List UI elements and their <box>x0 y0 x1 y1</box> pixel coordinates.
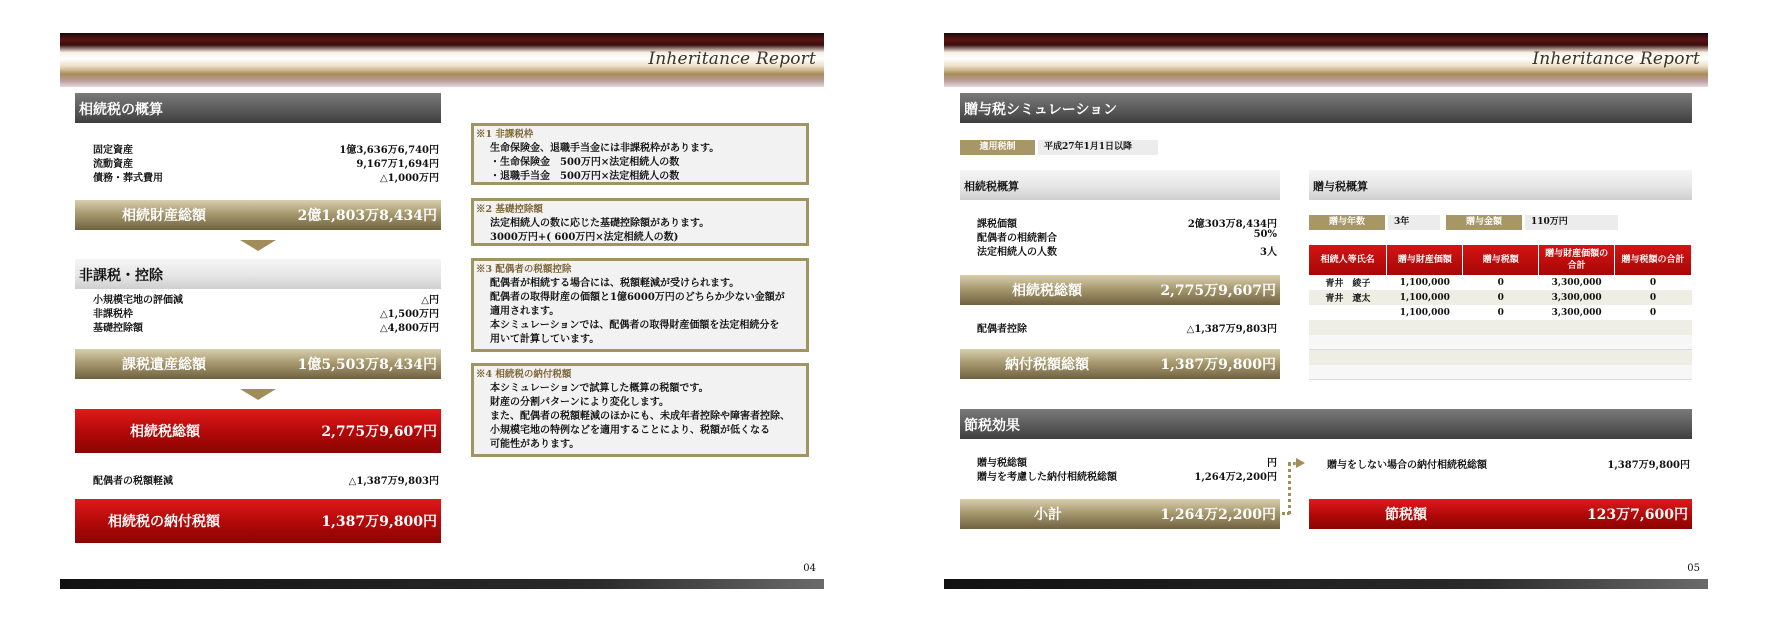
overview-header: 相続税の概算 <box>75 93 441 123</box>
note-box: ※1 非課税枠 生命保険金、退職手当金には非課税枠があります。 ・生命保険金 500万円×法定相続人の数 ・退職手当金 500万円×法定相続人の数 <box>471 123 809 185</box>
summary-row: 課税価額 2億303万8,434円 <box>977 219 1277 230</box>
footer-band <box>944 579 1708 589</box>
page-number: 04 <box>803 563 816 574</box>
overview-row: 固定資産 1億3,636万6,740円 <box>93 145 439 156</box>
exempt-row: 非課税枠 △1,500万円 <box>93 309 439 320</box>
exempt-header: 非課税・控除 <box>75 259 441 289</box>
no-gift-row: 贈与をしない場合の納付相続税総額 1,387万9,800円 <box>1327 460 1690 471</box>
savings-header: 節税効果 <box>960 409 1692 439</box>
table-row <box>1309 365 1692 380</box>
table-row: 青井 綾子 1,100,000 0 3,300,000 0 <box>1325 277 1657 289</box>
gift-col-header: 贈与税額 <box>1463 245 1539 275</box>
note-box: ※3 配偶者の税額控除 配偶者が相続する場合には、税額軽減が受けられます。 配偶者の取得財産の価額と1億6000万円のどちらか少ない金額が 適用されます。 本シミュレーションでは、配偶者の取得財産価額を法定相続分を 用いて計算しています。 <box>471 258 809 352</box>
gift-col-header: 贈与財産価額 <box>1387 245 1463 275</box>
tax-system-label: 適用税制 <box>960 140 1035 155</box>
taxable-total-bar: 課税遺産総額 1億5,503万8,434円 <box>75 349 441 379</box>
gift-amount-label: 贈与金額 <box>1446 215 1522 230</box>
table-row <box>1309 350 1692 365</box>
table-row <box>1309 320 1692 335</box>
savings-row: 贈与を考慮した納付相続税総額 1,264万2,200円 <box>977 472 1277 483</box>
report-title: Inheritance Report <box>648 49 816 69</box>
subtotal-bar: 小計 1,264万2,200円 <box>960 499 1280 529</box>
table-row: 1,100,000 0 3,300,000 0 <box>1399 307 1657 318</box>
down-arrow-icon <box>240 240 276 251</box>
gift-summary-header: 贈与税概算 <box>1309 170 1692 200</box>
gift-sim-header: 贈与税シミュレーション <box>960 93 1692 123</box>
gift-col-header: 相続人等氏名 <box>1309 245 1387 275</box>
payable-bar: 相続税の納付税額 1,387万9,800円 <box>75 499 441 543</box>
gift-years-label: 贈与年数 <box>1309 215 1385 230</box>
connector-line <box>1288 462 1296 465</box>
gift-table <box>1309 245 1692 320</box>
overview-row: 債務・葬式費用 △1,000万円 <box>93 173 439 184</box>
tax-total-bar: 相続税総額 2,775万9,607円 <box>75 409 441 453</box>
footer-band <box>60 579 824 589</box>
gift-col-header: 贈与財産価額の合計 <box>1539 245 1615 275</box>
spouse-deduction-row: 配偶者控除 △1,387万9,803円 <box>977 324 1277 335</box>
header-band <box>60 33 824 87</box>
saving-bar: 節税額 123万7,600円 <box>1309 499 1692 529</box>
table-row <box>1309 335 1692 350</box>
page-number: 05 <box>1687 563 1700 574</box>
arrow-right-icon <box>1296 458 1305 468</box>
tax-total-bar: 相続税総額 2,775万9,607円 <box>960 275 1280 305</box>
gift-col-header: 贈与税額の合計 <box>1615 245 1692 275</box>
page-right <box>944 33 1708 593</box>
spouse-reduction-row: 配偶者の税額軽減 △1,387万9,803円 <box>93 476 439 487</box>
payable-total-bar: 納付税額総額 1,387万9,800円 <box>960 349 1280 379</box>
exempt-row: 小規模宅地の評価減 △円 <box>93 295 439 306</box>
page-left <box>60 33 824 593</box>
table-row: 青井 遼太 1,100,000 0 3,300,000 0 <box>1309 290 1692 305</box>
report-title: Inheritance Report <box>1532 49 1700 69</box>
note-box: ※2 基礎控除額 法定相続人の数に応じた基礎控除額があります。 3000万円+( 600万円×法定相続人の数) <box>471 198 809 246</box>
inheritance-summary-header: 相続税概算 <box>960 170 1280 200</box>
overview-row: 流動資産 9,167万1,694円 <box>93 159 439 170</box>
gift-years-value: 3年 <box>1388 215 1440 230</box>
summary-row: 法定相続人の人数 3人 <box>977 247 1277 258</box>
down-arrow-icon <box>240 389 276 400</box>
summary-row: 配偶者の相続割合 50% <box>977 229 1277 244</box>
exempt-row: 基礎控除額 △4,800万円 <box>93 323 439 334</box>
note-box: ※4 相続税の納付税額 本シミュレーションで試算した概算の税額です。 財産の分割パターンにより変化します。 また、配偶者の税額軽減のほかにも、未成年者控除や障害者控除、 小規模宅地の特例などを適用することにより、税額が低くなる 可能性があります。 <box>471 363 809 457</box>
header-band <box>944 33 1708 87</box>
tax-system-value: 平成27年1月1日以降 <box>1038 140 1158 155</box>
gift-amount-value: 110万円 <box>1525 215 1618 230</box>
total-estate-bar: 相続財産総額 2億1,803万8,434円 <box>75 200 441 230</box>
connector-line <box>1288 463 1291 514</box>
savings-row: 贈与税総額 円 <box>977 458 1277 469</box>
